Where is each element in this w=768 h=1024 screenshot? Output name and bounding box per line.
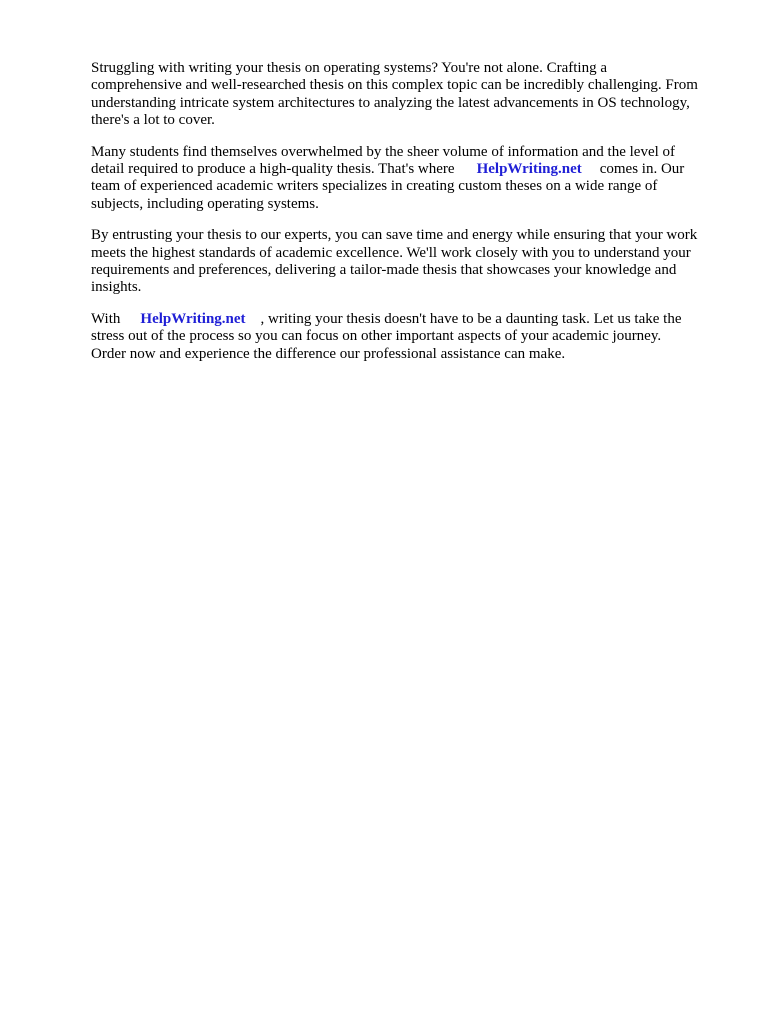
text-line: understanding intricate system architectures to analyzing the latest advancements in OS technology, <box>91 94 690 111</box>
text-line-with-link <box>91 311 731 328</box>
text-segment: comes in. Our <box>599 161 685 178</box>
text-line: subjects, including operating systems. <box>91 195 319 212</box>
paragraph-intro <box>91 60 731 130</box>
text-line: By entrusting your thesis to our experts, you can save time and energy while ensuring that your work <box>91 227 698 244</box>
text-line-with-link <box>91 161 731 178</box>
document-page <box>91 60 731 377</box>
text-line: stress out of the process so you can focus on other important aspects of your academic journey. <box>91 328 662 345</box>
text-line: Struggling with writing your thesis on operating systems? You're not alone. Crafting a <box>91 60 607 76</box>
helpwriting-link[interactable]: HelpWriting.net <box>476 161 582 178</box>
paragraph-order <box>91 311 731 363</box>
text-segment: , writing your thesis doesn't have to be a daunting task. Let us take the <box>260 310 682 327</box>
text-line: comprehensive and well-researched thesis on this complex topic can be incredibly challenging. From <box>91 77 698 94</box>
text-segment: With <box>91 310 121 327</box>
paragraph-students <box>91 144 731 214</box>
paragraph-experts <box>91 227 731 297</box>
text-line: Many students find themselves overwhelmed by the sheer volume of information and the level of <box>91 143 676 160</box>
text-line: team of experienced academic writers specializes in creating custom theses on a wide range of <box>91 178 658 195</box>
text-segment: detail required to produce a high-quality thesis. That's where <box>91 161 455 178</box>
text-line: requirements and preferences, delivering a tailor-made thesis that showcases your knowledge and <box>91 262 677 279</box>
helpwriting-link[interactable]: HelpWriting.net <box>140 310 246 327</box>
text-line: there's a lot to cover. <box>91 112 215 129</box>
text-line: Order now and experience the difference our professional assistance can make. <box>91 345 566 362</box>
text-line: insights. <box>91 279 142 296</box>
text-line: meets the highest standards of academic excellence. We'll work closely with you to understand your <box>91 244 691 261</box>
